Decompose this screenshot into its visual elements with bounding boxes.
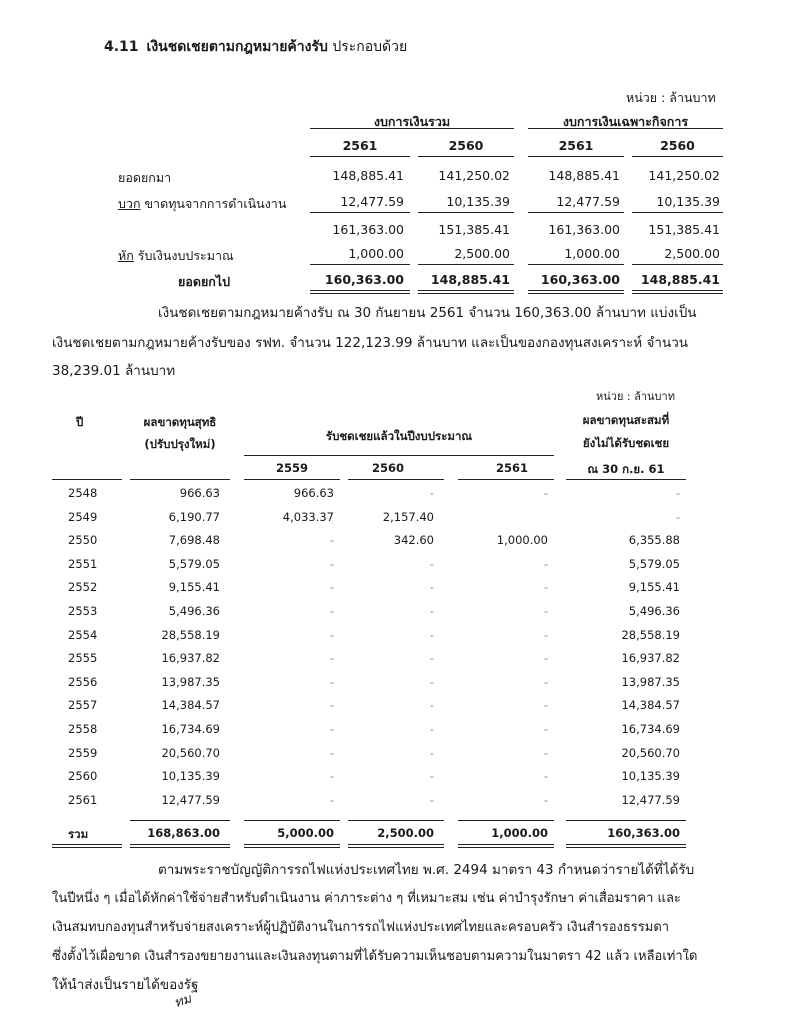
header-underline [348, 479, 444, 480]
cell: - [329, 722, 334, 736]
total-double-underline [632, 290, 723, 294]
paragraph-line: เงินสมทบกองทุนสำหรับจ่ายสงเคราะห์ผู้ปฏิบัติงานในการรถไฟแห่งประเทศไทยและครอบครัว เงินสำรองธรรมดา [52, 920, 670, 935]
sum-underline [632, 264, 723, 265]
cell: 151,385.41 [438, 222, 510, 237]
paragraph-line: 38,239.01 ล้านบาท [52, 363, 176, 379]
cell: 16,734.69 [621, 722, 680, 736]
row-year: 2549 [68, 509, 98, 524]
cell: 1,000.00 [348, 246, 404, 261]
total-cell: 5,000.00 [277, 826, 334, 840]
cell: 148,885.41 [332, 168, 404, 183]
sub-year-header: 2560 [372, 461, 405, 475]
sub-year-header: 2559 [276, 461, 309, 475]
cell: 20,560.70 [621, 745, 680, 760]
col-header-accum: ผลขาดทุนสะสมที่ [582, 413, 670, 427]
year-header: 2560 [448, 138, 484, 153]
cell: 12,477.59 [340, 194, 404, 209]
cell: 966.63 [293, 486, 334, 500]
group-header-separate: งบการเงินเฉพาะกิจการ [562, 114, 689, 129]
cell: 7,698.48 [168, 533, 220, 548]
cell-total: 148,885.41 [640, 272, 720, 287]
group-underline [528, 128, 723, 129]
sub-year-header: 2561 [496, 461, 529, 475]
total-underline [566, 820, 686, 821]
cell-total: 160,363.00 [324, 272, 404, 287]
cell: 10,135.39 [656, 194, 720, 209]
cell: - [429, 627, 434, 642]
group-header-consolidated: งบการเงินรวม [373, 114, 451, 129]
header-underline [632, 156, 723, 157]
total-double-underline [52, 844, 122, 848]
cell: 14,384.57 [621, 698, 680, 713]
sum-underline [418, 212, 514, 213]
cell: - [329, 698, 334, 713]
cell: - [543, 698, 548, 713]
cell: 20,560.70 [161, 745, 220, 760]
cell: - [329, 604, 334, 618]
cell: - [329, 769, 334, 784]
cell: 148,885.41 [548, 168, 620, 183]
cell: - [675, 509, 680, 524]
sum-underline [310, 212, 410, 213]
paragraph-line: เงินชดเชยตามกฎหมายค้างรับ ณ 30 กันยายน 2561 จำนวน 160,363.00 ล้านบาท แบ่งเป็น [158, 305, 697, 321]
cell: 6,190.77 [168, 509, 220, 524]
cell: - [429, 674, 434, 689]
cell: 16,734.69 [161, 722, 220, 736]
col-header-loss-sub: (ปรับปรุงใหม่) [144, 437, 216, 451]
total-underline [130, 820, 230, 821]
cell: 2,157.40 [382, 509, 434, 524]
cell: 16,937.82 [621, 651, 680, 666]
cell: 161,363.00 [332, 222, 404, 237]
header-underline [528, 156, 624, 157]
cell: 6,355.88 [628, 533, 680, 548]
total-cell: 1,000.00 [491, 826, 548, 840]
cell-total: 148,885.41 [430, 272, 510, 287]
sum-underline [632, 212, 723, 213]
group-underline [310, 128, 514, 129]
cell: - [429, 722, 434, 736]
cell: 13,987.35 [161, 674, 220, 689]
sum-underline [418, 264, 514, 265]
cell: 2,500.00 [454, 246, 510, 261]
sum-underline [528, 212, 624, 213]
cell: 2,500.00 [664, 246, 720, 261]
total-underline [348, 820, 444, 821]
row-label-total: ยอดยกไป [178, 274, 231, 289]
cell: 5,496.36 [628, 604, 680, 618]
total-double-underline [418, 290, 514, 294]
cell: - [329, 745, 334, 760]
row-label [118, 246, 234, 266]
row-year: 2561 [68, 792, 98, 807]
paragraph-line: เงินชดเชยตามกฎหมายค้างรับของ รฟท. จำนวน 122,123.99 ล้านบาท และเป็นของกองทุนสงเคราะห์ จำนวน [52, 335, 689, 351]
section-title-suffix: ประกอบด้วย [332, 39, 408, 55]
col-header-year: ปี [76, 415, 84, 429]
header-underline [418, 156, 514, 157]
header-underline [566, 479, 686, 480]
cell: 342.60 [393, 533, 434, 548]
row-label: ยอดยกมา [118, 170, 172, 185]
cell: 12,477.59 [161, 792, 220, 807]
row-year: 2554 [68, 627, 98, 642]
cell: - [429, 698, 434, 713]
cell: - [429, 769, 434, 784]
cell: - [543, 486, 548, 500]
sum-underline [310, 264, 410, 265]
handwritten-initials: ทม [172, 991, 194, 1012]
row-year: 2558 [68, 722, 98, 736]
cell: - [329, 651, 334, 666]
total-underline [458, 820, 554, 821]
total-double-underline [130, 844, 230, 848]
total-double-underline [348, 844, 444, 848]
cell: - [543, 769, 548, 784]
row-label [118, 194, 286, 214]
cell: - [429, 651, 434, 666]
cell: 12,477.59 [556, 194, 620, 209]
received-underline [244, 455, 554, 456]
cell: - [543, 627, 548, 642]
cell: 5,579.05 [168, 556, 220, 571]
row-year: 2548 [68, 486, 98, 500]
cell: 5,579.05 [628, 556, 680, 571]
cell: - [429, 486, 434, 500]
section-heading [104, 36, 407, 58]
cell: - [329, 533, 334, 548]
cell: 151,385.41 [648, 222, 720, 237]
total-label: รวม [68, 827, 89, 841]
table1-unit: หน่วย : ล้านบาท [626, 90, 716, 105]
cell: 966.63 [179, 486, 220, 500]
header-underline [244, 479, 340, 480]
paragraph-line: ในปีหนึ่ง ๆ เมื่อได้หักค่าใช้จ่ายสำหรับดำเนินงาน ค่าภาระต่าง ๆ ที่เหมาะสม เช่น ค่าบำรุงรักษา ค่าเสื่อมราคา และ [52, 891, 681, 906]
cell: 28,558.19 [161, 627, 220, 642]
header-underline [458, 479, 554, 480]
row-year: 2557 [68, 698, 98, 713]
row-year: 2553 [68, 604, 98, 618]
cell: - [543, 674, 548, 689]
cell: - [543, 580, 548, 595]
total-cell: 168,863.00 [147, 826, 220, 840]
row-year: 2550 [68, 533, 98, 548]
year-header: 2561 [558, 138, 594, 153]
table2-unit: หน่วย : ล้านบาท [596, 390, 675, 403]
cell: - [543, 556, 548, 571]
row-prefix: บวก [118, 196, 141, 211]
cell: 14,384.57 [161, 698, 220, 713]
cell: 4,033.37 [282, 509, 334, 524]
row-year: 2559 [68, 745, 98, 760]
cell: 13,987.35 [621, 674, 680, 689]
cell: - [429, 604, 434, 618]
total-cell: 160,363.00 [607, 826, 680, 840]
cell: 141,250.02 [438, 168, 510, 183]
paragraph-line: ตามพระราชบัญญัติการรถไฟแห่งประเทศไทย พ.ศ. 2494 มาตรา 43 กำหนดว่ารายได้ที่ได้รับ [158, 862, 695, 878]
cell: 9,155.41 [168, 580, 220, 595]
cell: 16,937.82 [161, 651, 220, 666]
cell: 9,155.41 [628, 580, 680, 595]
cell: - [543, 604, 548, 618]
cell: - [429, 745, 434, 760]
cell: 1,000.00 [496, 533, 548, 548]
cell: 141,250.02 [648, 168, 720, 183]
year-header: 2561 [342, 138, 378, 153]
row-year: 2551 [68, 556, 98, 571]
cell: - [329, 556, 334, 571]
cell: - [543, 792, 548, 807]
cell: - [429, 556, 434, 571]
paragraph-line: ซึ่งตั้งไว้เผื่อขาด เงินสำรองขยายงานและเงินลงทุนตามที่ได้รับความเห็นชอบตามความในมาตรา 42 แล้ว เหลือเท่าใด [52, 949, 698, 964]
col-header-loss: ผลขาดทุนสุทธิ [143, 415, 217, 429]
header-underline [52, 479, 122, 480]
sum-underline [528, 264, 624, 265]
col-header-accum-date: ณ 30 ก.ย. 61 [587, 462, 665, 476]
row-label-text: รับเงินงบประมาณ [137, 248, 234, 263]
total-double-underline [458, 844, 554, 848]
col-header-accum-sub: ยังไม่ได้รับชดเชย [582, 436, 670, 450]
total-underline [244, 820, 340, 821]
cell: 161,363.00 [548, 222, 620, 237]
cell: - [329, 627, 334, 642]
row-label-text: ขาดทุนจากการดำเนินงาน [144, 196, 287, 211]
header-underline [130, 479, 230, 480]
total-double-underline [244, 844, 340, 848]
row-year: 2555 [68, 651, 98, 666]
total-double-underline [528, 290, 624, 294]
cell: 10,135.39 [161, 769, 220, 784]
cell: - [543, 651, 548, 666]
cell: 10,135.39 [621, 769, 680, 784]
row-year: 2560 [68, 769, 98, 784]
cell: - [543, 722, 548, 736]
cell: 10,135.39 [446, 194, 510, 209]
header-underline [310, 156, 410, 157]
cell: - [543, 745, 548, 760]
paragraph-line: ให้นำส่งเป็นรายได้ของรัฐ [52, 977, 199, 993]
total-double-underline [310, 290, 410, 294]
row-prefix: หัก [118, 248, 134, 263]
section-number: 4.11 [104, 39, 139, 55]
cell: 28,558.19 [621, 627, 680, 642]
cell-total: 160,363.00 [540, 272, 620, 287]
cell: 5,496.36 [168, 604, 220, 618]
cell: - [429, 792, 434, 807]
section-title: เงินชดเชยตามกฎหมายค้างรับ [146, 39, 328, 55]
cell: - [429, 580, 434, 595]
total-double-underline [566, 844, 686, 848]
total-cell: 2,500.00 [377, 826, 434, 840]
year-header: 2560 [660, 138, 695, 153]
col-header-received: รับชดเชยแล้วในปีงบประมาณ [325, 429, 473, 443]
row-year: 2552 [68, 580, 98, 595]
row-year: 2556 [68, 674, 98, 689]
cell: 12,477.59 [621, 792, 680, 807]
cell: - [329, 792, 334, 807]
cell: - [675, 486, 680, 500]
cell: - [329, 580, 334, 595]
cell: - [329, 674, 334, 689]
cell: 1,000.00 [564, 246, 620, 261]
